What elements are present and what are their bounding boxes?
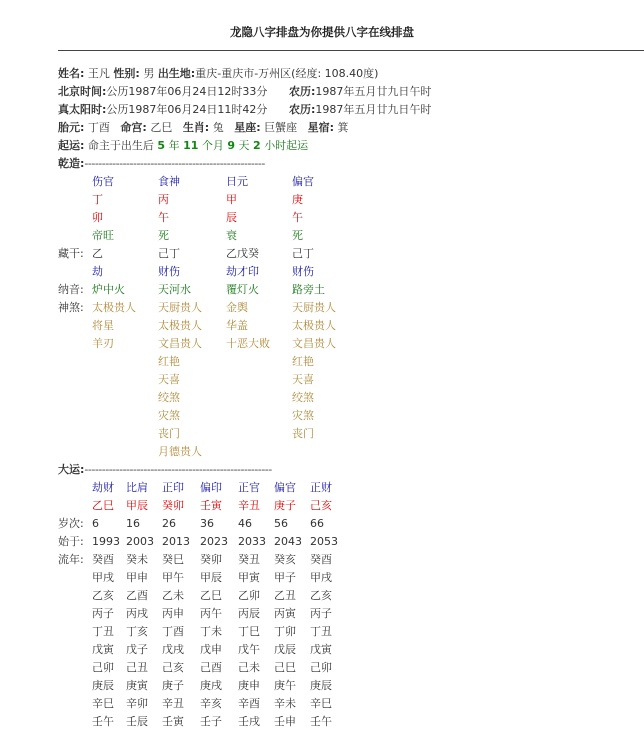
pillar-shishen: 偏官	[292, 175, 314, 188]
dayun-shishen: 劫财	[92, 481, 114, 494]
dayun-shishen: 偏官	[274, 481, 296, 494]
liunian-item: 辛亥	[200, 697, 222, 710]
liunian-item: 癸丑	[238, 553, 260, 566]
qiyun-day-unit: 天	[238, 139, 250, 152]
pillar-gan: 甲	[226, 193, 237, 206]
dayun-shishen: 正印	[162, 481, 184, 494]
liunian-item: 庚辰	[310, 679, 332, 692]
info-line-3-lunar	[289, 102, 431, 118]
xingxiu-value: 箕	[337, 121, 349, 134]
liunian-item: 丙子	[92, 607, 114, 620]
beijing-time-label: 北京时间:	[58, 85, 107, 98]
pillar-state: 死	[158, 229, 169, 242]
liunian-item: 丙午	[200, 607, 222, 620]
liunian-item: 庚午	[274, 679, 296, 692]
liunian-item: 辛巳	[310, 697, 332, 710]
liunian-item: 癸卯	[200, 553, 222, 566]
liunian-item: 庚子	[162, 679, 184, 692]
shensha-item: 灾煞	[292, 409, 314, 422]
beijing-lunar-value: 1987年五月廿九日午时	[315, 85, 432, 98]
liunian-item: 丁亥	[126, 625, 148, 638]
dayun-start-year: 2053	[310, 535, 338, 548]
shensha-item: 红艳	[158, 355, 180, 368]
liunian-item: 壬申	[274, 715, 296, 728]
dayun-age: 6	[92, 517, 99, 530]
liunian-item: 己卯	[310, 661, 332, 674]
liunian-item: 丙子	[310, 607, 332, 620]
info-line-5	[58, 138, 308, 154]
shensha-item: 十恶大败	[226, 337, 270, 350]
dayun-shishen: 偏印	[200, 481, 222, 494]
liunian-item: 甲寅	[238, 571, 260, 584]
qiyun-hour: 2	[253, 139, 261, 152]
dayun-ganzhi: 甲辰	[126, 499, 148, 512]
shensha-label: 神煞:	[58, 301, 84, 314]
dayun-age: 66	[310, 517, 324, 530]
shensha-item: 羊刃	[92, 337, 114, 350]
shensha-item: 绞煞	[292, 391, 314, 404]
liunian-item: 乙卯	[238, 589, 260, 602]
dayun-age: 26	[162, 517, 176, 530]
liunian-item: 乙丑	[274, 589, 296, 602]
qiyun-prefix: 命主于出生后	[87, 139, 154, 152]
liunian-item: 甲戌	[310, 571, 332, 584]
liunian-item: 戊寅	[92, 643, 114, 656]
liunian-item: 戊寅	[310, 643, 332, 656]
pillar-zhi: 午	[292, 211, 303, 224]
beijing-time-value: 公历1987年06月24日12时33分	[106, 85, 268, 98]
solar-lunar-label: 农历:	[289, 103, 316, 116]
birthplace-value: 重庆-重庆市-万州区(经度: 108.40度)	[195, 67, 379, 80]
liunian-item: 丙戌	[126, 607, 148, 620]
info-line-2	[58, 84, 267, 100]
liunian-item: 甲午	[162, 571, 184, 584]
liunian-item: 癸巳	[162, 553, 184, 566]
taiyuan-label: 胎元:	[58, 121, 85, 134]
liunian-item: 壬午	[310, 715, 332, 728]
liunian-item: 乙酉	[126, 589, 148, 602]
dayun-age: 16	[126, 517, 140, 530]
liunian-item: 丙寅	[274, 607, 296, 620]
pillar-nayin: 路旁土	[292, 283, 325, 296]
dayun-start-year: 2003	[126, 535, 154, 548]
birthplace-label: 出生地:	[157, 67, 196, 80]
liunian-item: 辛丑	[162, 697, 184, 710]
liunian-item: 乙未	[162, 589, 184, 602]
liunian-item: 戊戌	[162, 643, 184, 656]
liunian-item: 甲子	[274, 571, 296, 584]
dayun-ganzhi: 己亥	[310, 499, 332, 512]
pillar-canggan: 己丁	[292, 247, 314, 260]
qiyun-label: 起运:	[58, 139, 85, 152]
dayun-shishen: 比肩	[126, 481, 148, 494]
pillar-zhi: 午	[158, 211, 169, 224]
liunian-item: 丁未	[200, 625, 222, 638]
shensha-item: 天厨贵人	[292, 301, 336, 314]
info-line-2-lunar	[289, 84, 431, 100]
dayun-dashes: ------------------------------------------------------	[84, 463, 272, 476]
canggan-label: 藏干:	[58, 247, 84, 260]
pillar-canggan: 己丁	[158, 247, 180, 260]
dayun-start-year: 2023	[200, 535, 228, 548]
liunian-item: 庚寅	[126, 679, 148, 692]
qiyun-hour-unit: 小时起运	[264, 139, 309, 152]
pillar-zhi: 辰	[226, 211, 237, 224]
age-label: 岁次:	[58, 517, 84, 530]
liunian-item: 癸酉	[310, 553, 332, 566]
liunian-item: 庚戌	[200, 679, 222, 692]
pillar-gan: 庚	[292, 193, 303, 206]
liunian-item: 壬戌	[238, 715, 260, 728]
liunian-item: 甲戌	[92, 571, 114, 584]
dayun-start-year: 2013	[162, 535, 190, 548]
dayun-shishen: 正财	[310, 481, 332, 494]
liunian-item: 丙辰	[238, 607, 260, 620]
liunian-item: 癸亥	[274, 553, 296, 566]
liunian-item: 戊子	[126, 643, 148, 656]
pillar-state: 帝旺	[92, 229, 114, 242]
name-value: 王凡	[87, 67, 110, 80]
xingzuo-label: 星座:	[234, 121, 261, 134]
liunian-item: 乙亥	[310, 589, 332, 602]
minggong-label: 命宫:	[120, 121, 147, 134]
shensha-item: 太极贵人	[92, 301, 136, 314]
taiyuan-value: 丁酉	[87, 121, 110, 134]
dayun-label: 大运:	[58, 463, 85, 476]
solar-time-value: 公历1987年06月24日11时42分	[106, 103, 268, 116]
liunian-item: 戊辰	[274, 643, 296, 656]
liunian-item: 己丑	[126, 661, 148, 674]
shensha-item: 金舆	[226, 301, 248, 314]
solar-time-label: 真太阳时:	[58, 103, 107, 116]
xingzuo-value: 巨蟹座	[264, 121, 298, 134]
shensha-item: 丧门	[158, 427, 180, 440]
liunian-item: 乙亥	[92, 589, 114, 602]
qiyun-month-unit: 个月	[201, 139, 224, 152]
liunian-item: 丁巳	[238, 625, 260, 638]
pillar-gan: 丁	[92, 193, 103, 206]
pillar-canggan: 乙戊癸	[226, 247, 259, 260]
shensha-item: 文昌贵人	[292, 337, 336, 350]
info-line-4	[58, 120, 349, 136]
dayun-ganzhi: 庚子	[274, 499, 296, 512]
liunian-item: 丁丑	[92, 625, 114, 638]
shensha-item: 灾煞	[158, 409, 180, 422]
shensha-item: 文昌贵人	[158, 337, 202, 350]
liunian-item: 辛卯	[126, 697, 148, 710]
shensha-item: 将星	[92, 319, 114, 332]
shensha-item: 天厨贵人	[158, 301, 202, 314]
shensha-item: 红艳	[292, 355, 314, 368]
gender-value: 男	[143, 67, 155, 80]
liunian-item: 丁酉	[162, 625, 184, 638]
liunian-item: 丁卯	[274, 625, 296, 638]
pillar-state: 死	[292, 229, 303, 242]
liunian-item: 乙巳	[200, 589, 222, 602]
qianzao-header	[58, 156, 265, 172]
pillar-nayin: 炉中火	[92, 283, 125, 296]
qiyun-year-unit: 年	[168, 139, 180, 152]
beijing-lunar-label: 农历:	[289, 85, 316, 98]
liunian-item: 壬午	[92, 715, 114, 728]
start-label: 始于:	[58, 535, 84, 548]
pillar-canggan-shishen: 劫才印	[226, 265, 259, 278]
liunian-item: 甲申	[126, 571, 148, 584]
dayun-age: 36	[200, 517, 214, 530]
dayun-ganzhi: 癸卯	[162, 499, 184, 512]
dayun-ganzhi: 乙巳	[92, 499, 114, 512]
pillar-state: 衰	[226, 229, 237, 242]
liunian-item: 辛巳	[92, 697, 114, 710]
shengxiao-label: 生肖:	[182, 121, 210, 134]
liunian-item: 壬辰	[126, 715, 148, 728]
pillar-canggan-shishen: 财伤	[158, 265, 180, 278]
qianzao-dashes: ----------------------------------------------------	[84, 157, 265, 170]
pillar-gan: 丙	[158, 193, 169, 206]
pillar-canggan-shishen: 劫	[92, 265, 103, 278]
liunian-item: 己未	[238, 661, 260, 674]
dayun-age: 56	[274, 517, 288, 530]
pillar-canggan-shishen: 财伤	[292, 265, 314, 278]
dayun-header	[58, 462, 272, 478]
liunian-item: 己酉	[200, 661, 222, 674]
liunian-item: 庚辰	[92, 679, 114, 692]
pillar-nayin: 天河水	[158, 283, 191, 296]
dayun-start-year: 1993	[92, 535, 120, 548]
liunian-item: 甲辰	[200, 571, 222, 584]
liunian-item: 壬寅	[162, 715, 184, 728]
shensha-item: 太极贵人	[292, 319, 336, 332]
info-line-3	[58, 102, 267, 118]
shensha-item: 丧门	[292, 427, 314, 440]
nayin-label: 纳音:	[58, 283, 84, 296]
liunian-item: 庚申	[238, 679, 260, 692]
pillar-canggan: 乙	[92, 247, 103, 260]
liunian-item: 辛酉	[238, 697, 260, 710]
shensha-item: 太极贵人	[158, 319, 202, 332]
pillar-shishen: 伤官	[92, 175, 114, 188]
qiyun-year: 5	[157, 139, 166, 152]
liunian-label: 流年:	[58, 553, 84, 566]
liunian-item: 戊申	[200, 643, 222, 656]
liunian-item: 丁丑	[310, 625, 332, 638]
pillar-zhi: 卯	[92, 211, 103, 224]
gender-label: 性别:	[113, 67, 140, 80]
liunian-item: 丙申	[162, 607, 184, 620]
qiyun-month: 11	[183, 139, 199, 152]
pillar-nayin: 覆灯火	[226, 283, 259, 296]
name-label: 姓名:	[58, 67, 85, 80]
solar-lunar-value: 1987年五月廿九日午时	[315, 103, 432, 116]
liunian-item: 己卯	[92, 661, 114, 674]
dayun-start-year: 2043	[274, 535, 302, 548]
shensha-item: 天喜	[292, 373, 314, 386]
shensha-item: 天喜	[158, 373, 180, 386]
liunian-item: 己亥	[162, 661, 184, 674]
liunian-item: 辛未	[274, 697, 296, 710]
dayun-start-year: 2033	[238, 535, 266, 548]
pillar-shishen: 日元	[226, 175, 248, 188]
minggong-value: 乙巳	[150, 121, 173, 134]
liunian-item: 己巳	[274, 661, 296, 674]
info-line-1	[58, 66, 378, 82]
liunian-item: 戊午	[238, 643, 260, 656]
pillar-shishen: 食神	[158, 175, 180, 188]
dayun-ganzhi: 壬寅	[200, 499, 222, 512]
title-divider	[58, 50, 644, 51]
liunian-item: 癸酉	[92, 553, 114, 566]
dayun-ganzhi: 辛丑	[238, 499, 260, 512]
dayun-age: 46	[238, 517, 252, 530]
qiyun-day: 9	[227, 139, 236, 152]
shensha-item: 华盖	[226, 319, 248, 332]
page-title: 龙隐八字排盘为你提供八字在线排盘	[230, 25, 414, 39]
shensha-item: 绞煞	[158, 391, 180, 404]
dayun-shishen: 正官	[238, 481, 260, 494]
liunian-item: 癸未	[126, 553, 148, 566]
shensha-item: 月德贵人	[158, 445, 202, 458]
liunian-item: 壬子	[200, 715, 222, 728]
qianzao-label: 乾造:	[58, 157, 85, 170]
shengxiao-value: 兔	[212, 121, 224, 134]
xingxiu-label: 星宿:	[307, 121, 335, 134]
